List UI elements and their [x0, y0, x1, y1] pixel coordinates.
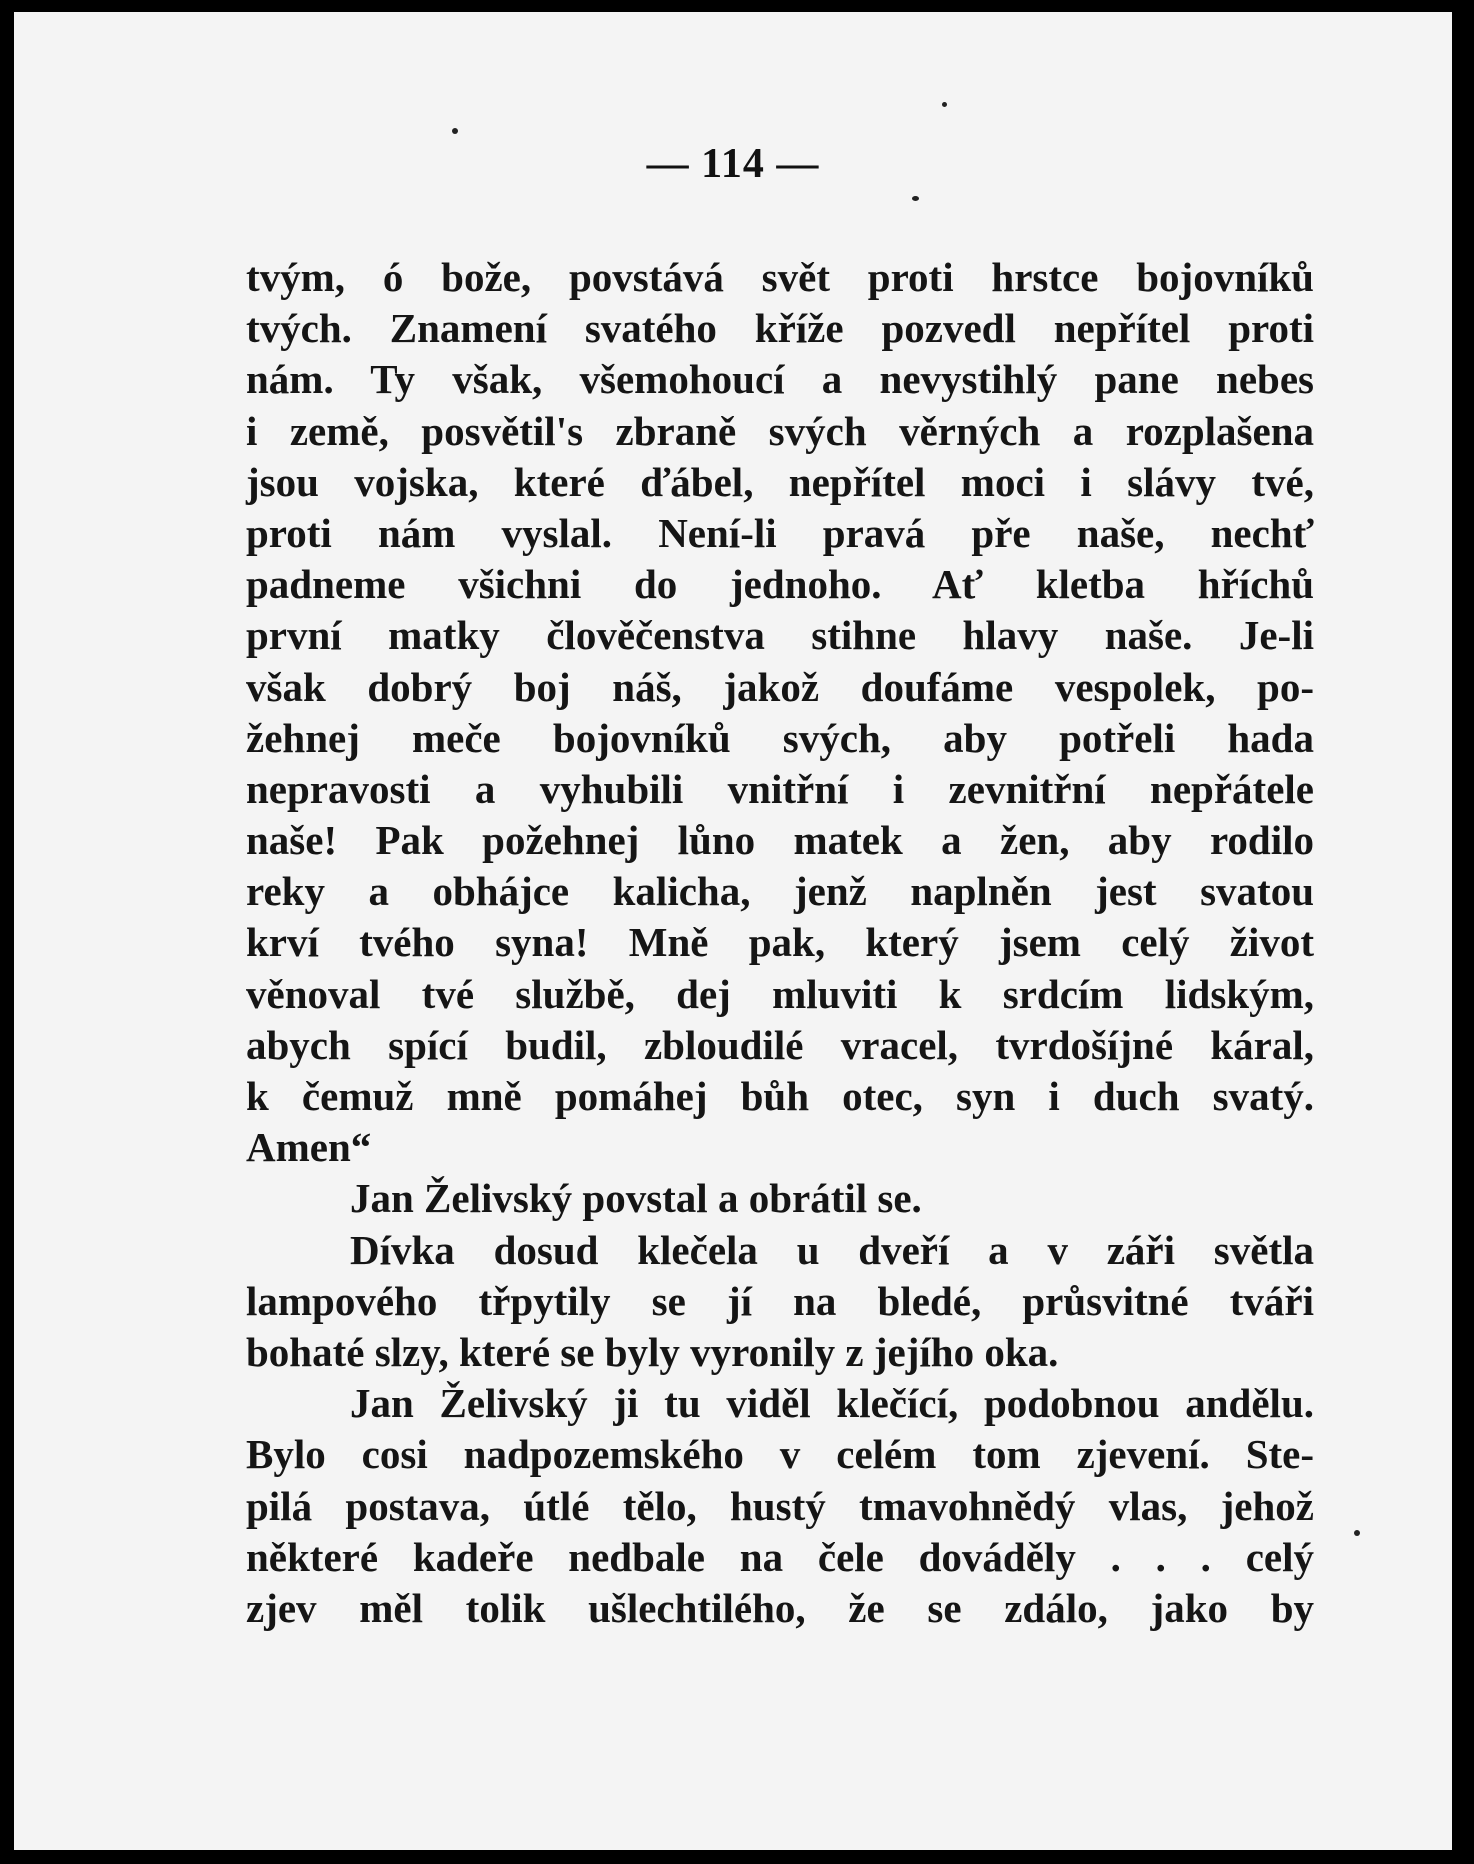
text-line: Bylo cosi nadpozemského v celém tom zjevení. Ste- — [246, 1431, 1314, 1478]
text-line: žehnej meče bojovníků svých, aby potřeli hada — [246, 714, 1314, 761]
text-line: padneme všichni do jednoho. Ať kletba hříchů — [246, 561, 1314, 608]
text-line: věnoval tvé službě, dej mluviti k srdcím lidským, — [246, 970, 1314, 1017]
text-line: však dobrý boj náš, jakož doufáme vespolek, po- — [246, 663, 1314, 710]
page-number: — 114 — — [646, 141, 820, 187]
body-text — [246, 252, 1314, 1634]
text-line: Jan Želivský ji tu viděl klečící, podobnou andělu. — [350, 1380, 1314, 1427]
ink-speck — [942, 102, 947, 107]
book-page — [14, 12, 1452, 1850]
text-line: abych spící budil, zbloudilé vracel, tvrdošíjné káral, — [246, 1021, 1314, 1068]
text-line: k čemuž mně pomáhej bůh otec, syn i duch svatý. — [246, 1073, 1314, 1119]
text-line: proti nám vyslal. Není-li pravá pře naše, nechť — [246, 509, 1314, 556]
text-line: naše! Pak požehnej lůno matek a žen, aby rodilo — [246, 817, 1314, 864]
text-line: Jan Želivský povstal a obrátil se. — [350, 1175, 922, 1222]
ink-speck — [1354, 1530, 1360, 1536]
ink-speck — [912, 196, 919, 201]
text-line: Dívka dosud klečela u dveří a v záři světla — [350, 1226, 1314, 1273]
text-line: bohaté slzy, které se byly vyronily z jejího oka. — [246, 1328, 1059, 1375]
text-line: lampového třpytily se jí na bledé, průsvitné tváři — [246, 1277, 1314, 1324]
text-line: reky a obhájce kalicha, jenž naplněn jest svatou — [246, 868, 1314, 915]
text-line: nepravosti a vyhubili vnitřní i zevnitřní nepřátele — [246, 765, 1314, 812]
text-line: tvých. Znamení svatého kříže pozvedl nepřítel proti — [246, 305, 1314, 352]
text-line: některé kadeře nedbale na čele dováděly . . . celý — [246, 1533, 1314, 1580]
text-line: Amen“ — [246, 1124, 372, 1171]
text-line: nám. Ty však, všemohoucí a nevystihlý pane nebes — [246, 356, 1314, 403]
text-line: jsou vojska, které ďábel, nepřítel moci i slávy tvé, — [246, 458, 1314, 505]
text-line: krví tvého syna! Mně pak, který jsem celý život — [246, 919, 1314, 966]
text-line: pilá postava, útlé tělo, hustý tmavohnědý vlas, jehož — [246, 1482, 1314, 1529]
text-line: i země, posvětil's zbraně svých věrných a rozplašena — [246, 407, 1314, 454]
text-line: první matky člověčenstva stihne hlavy naše. Je-li — [246, 612, 1314, 659]
ink-speck — [452, 128, 458, 134]
text-line: zjev měl tolik ušlechtilého, že se zdálo, jako by — [246, 1584, 1314, 1631]
text-line: tvým, ó bože, povstává svět proti hrstce bojovníků — [246, 254, 1314, 300]
